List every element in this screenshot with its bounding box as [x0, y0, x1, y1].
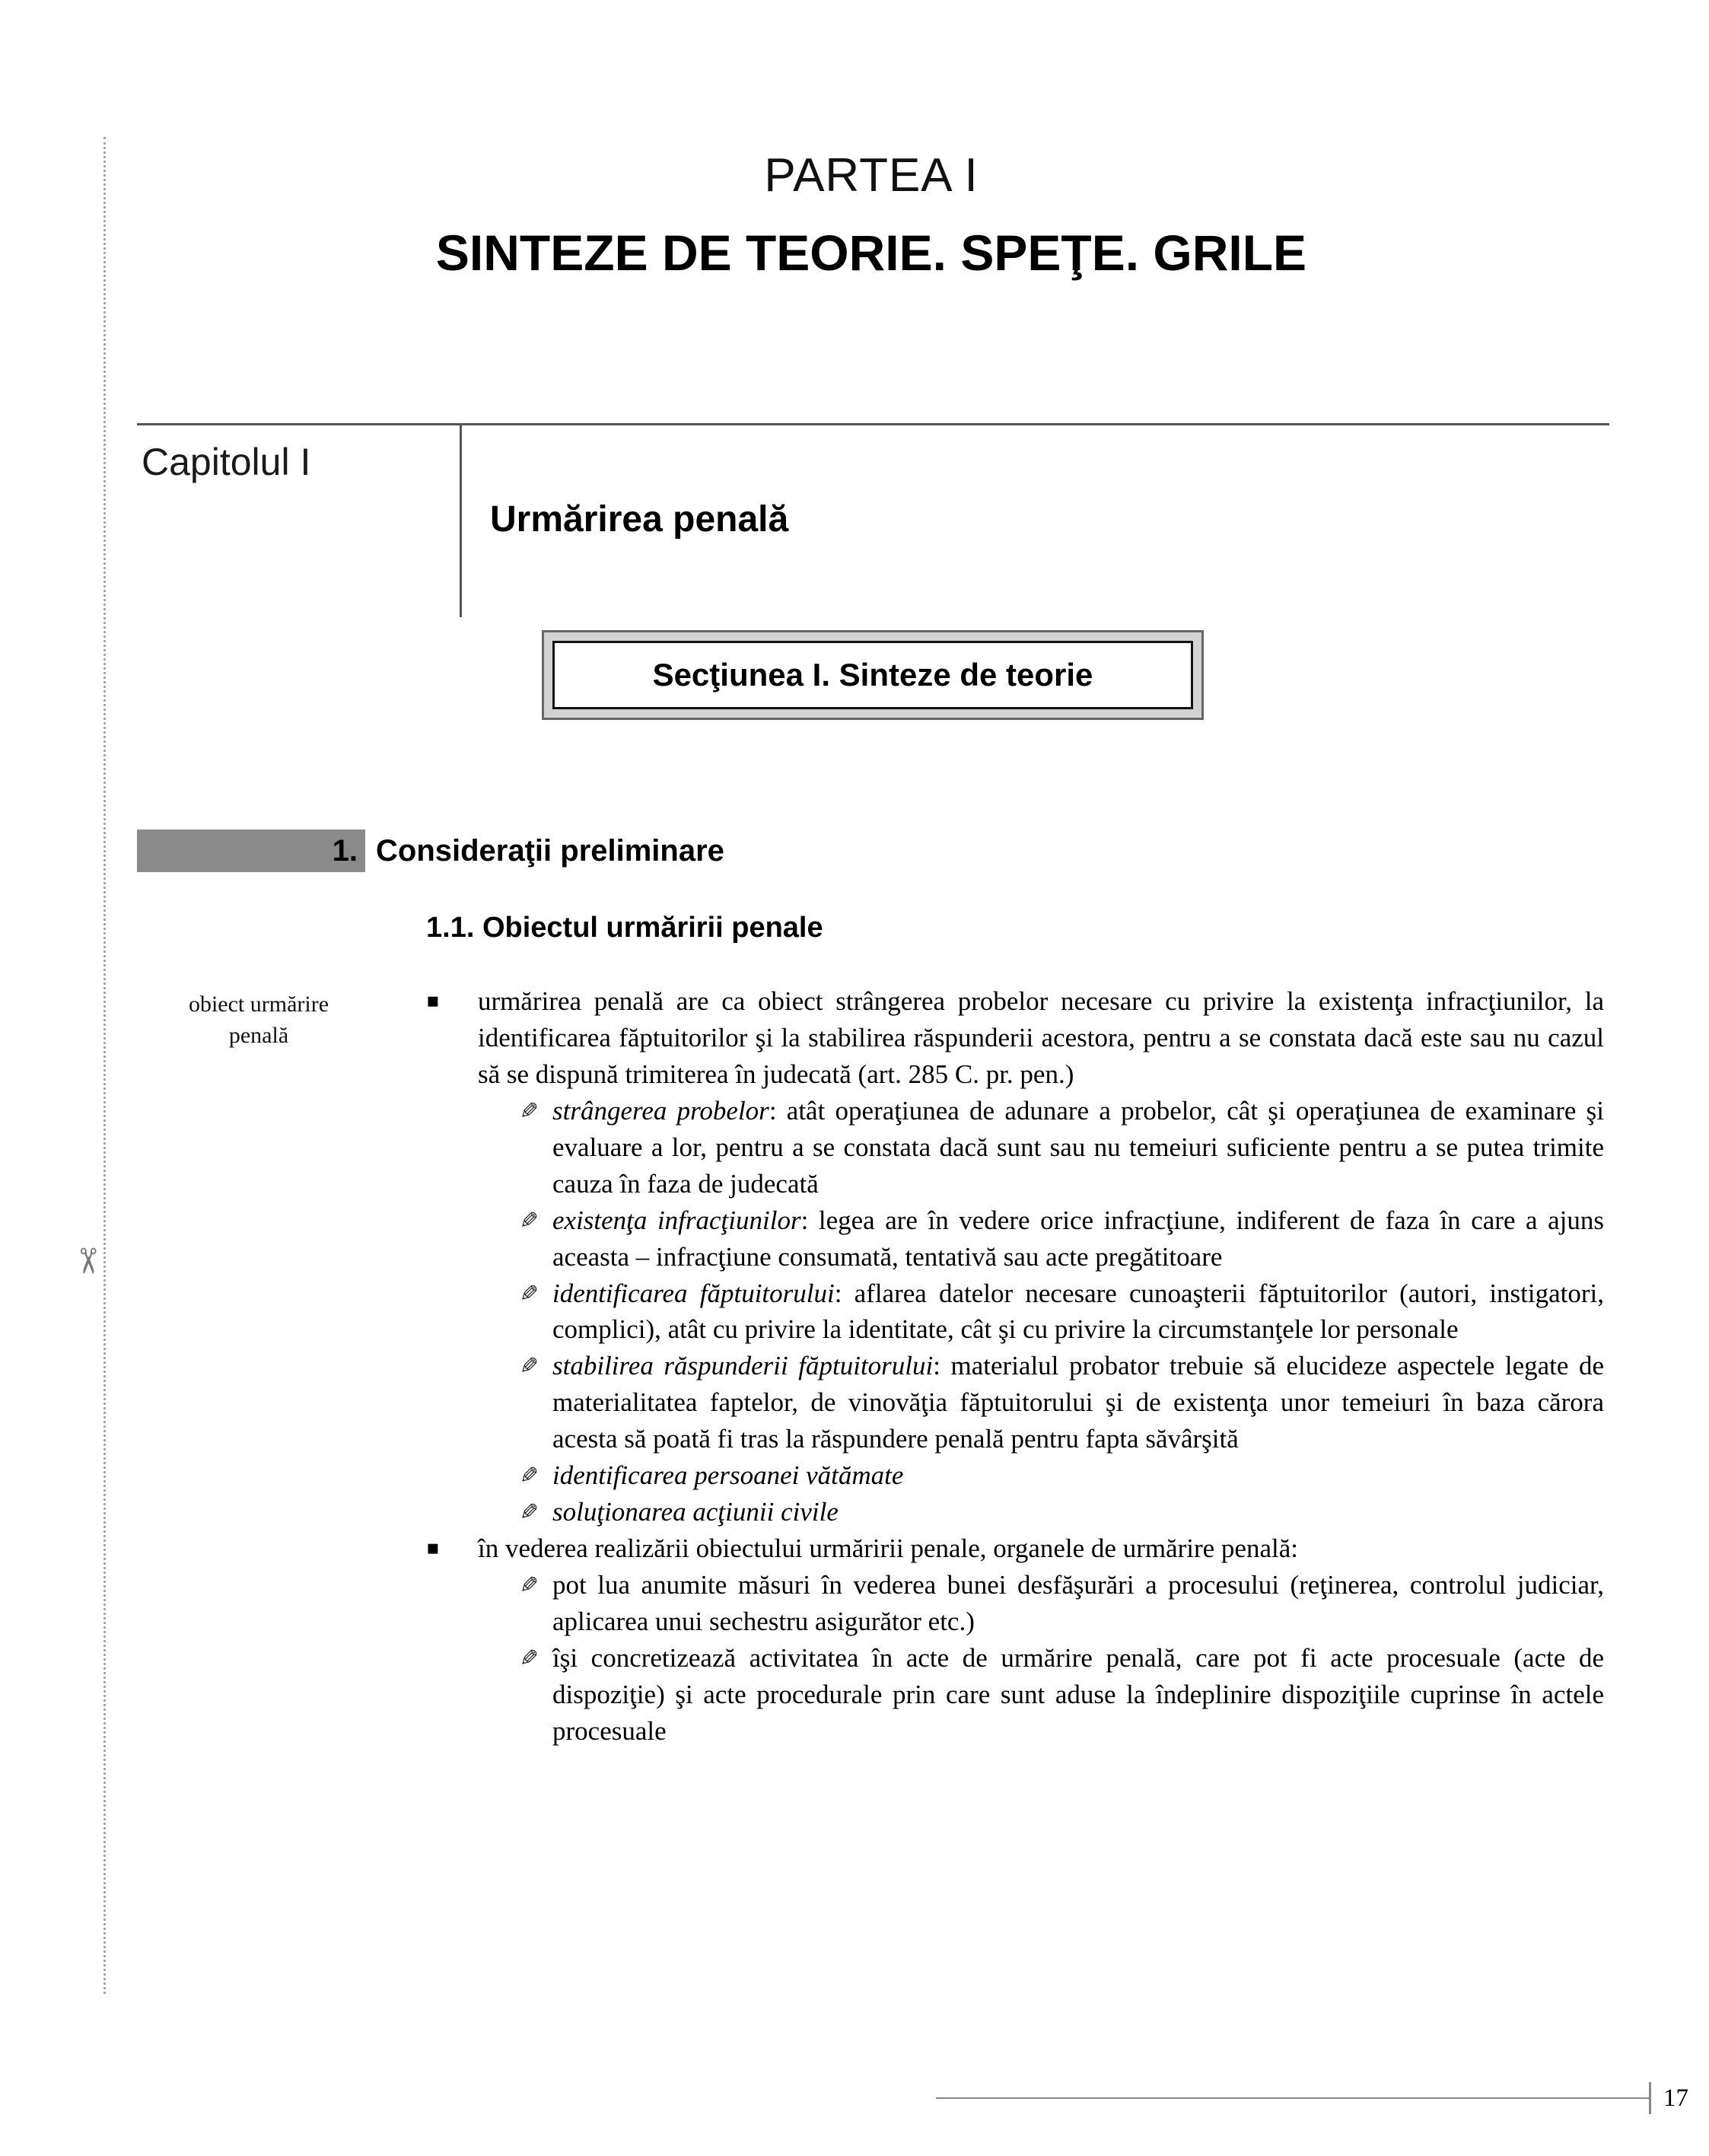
- margin-note: obiect urmărire penală: [188, 992, 329, 1048]
- list-item: [426, 983, 1604, 1093]
- pencil-icon: ✎: [519, 1207, 539, 1234]
- subitem-lead: identificarea făptuitorului: [552, 1278, 835, 1308]
- part-title: PARTEA I: [764, 149, 979, 202]
- chapter-title: Urmărirea penală: [490, 499, 789, 540]
- list-item: [502, 1348, 1604, 1457]
- subitem-lead: stabilirea răspunderii făptuitorului: [552, 1351, 934, 1381]
- subitem-lead: soluţionarea acţiunii civile: [552, 1497, 839, 1527]
- pencil-icon: ✎: [519, 1280, 539, 1307]
- subitem-rest: : atât operaţiunea de adunare a probelor, cât şi operaţiunea de examinare şi evaluare a lor, pentru a se constata dacă sunt sau nu temeiuri suficiente pentru a se putea trimite cauza în faza de judecată: [552, 1095, 1605, 1199]
- chapter-divider: [460, 423, 462, 617]
- subitem-rest: pot lua anumite măsuri în vederea bunei desfăşurări a procesului (reţinerea, controlul judiciar, aplicarea unui sechestru asigurător etc.): [552, 1570, 1604, 1636]
- list-item: [502, 1093, 1604, 1202]
- part-subtitle: SINTEZE DE TEORIE. SPEŢE. GRILE: [435, 225, 1307, 281]
- subitem-text: [552, 1640, 1604, 1750]
- subitem-lead: strângerea probelor: [552, 1095, 769, 1126]
- subitem-text: [552, 1494, 1604, 1530]
- square-bullet-icon: ▪: [426, 989, 440, 1012]
- subitem-rest: : legea are în vedere orice infracţiune, indiferent de faza în care a ajuns aceasta – infracţiune consumată, tentativă sau acte pregătitoare: [552, 1205, 1604, 1272]
- subitem-text: [552, 1567, 1604, 1640]
- page-footer: [936, 2082, 1709, 2114]
- subitem-rest: : materialul probator trebuie să elucideze aspectele legate de materialitatea faptelor, de vinovăţia făptuitorului şi de existenţa unor temeiuri în baza cărora acesta să poată fi tras la răspundere penală pentru fapta săvârşită: [552, 1351, 1605, 1454]
- bullet-text: în vederea realizării obiectului urmăririi penale, organele de urmărire penală:: [478, 1533, 1298, 1564]
- subitem-text: [552, 1202, 1604, 1275]
- chapter-rule: [137, 423, 1609, 425]
- section-heading: [137, 830, 724, 872]
- footer-tick: [1649, 2082, 1651, 2114]
- section-box: [542, 630, 1204, 720]
- list-item: [502, 1494, 1604, 1530]
- pencil-icon: ✎: [519, 1645, 539, 1672]
- pencil-icon: ✎: [519, 1572, 539, 1599]
- square-bullet-icon: ▪: [426, 1537, 440, 1560]
- subitem-lead: existenţa infracţiunilor: [552, 1205, 801, 1235]
- list-item: [502, 1640, 1604, 1750]
- pencil-icon: ✎: [519, 1463, 539, 1490]
- pencil-icon: ✎: [519, 1097, 539, 1125]
- list-item: [502, 1457, 1604, 1494]
- page-header: [137, 148, 1606, 282]
- page-number: 17: [1663, 2084, 1688, 2112]
- section-title: Consideraţii preliminare: [376, 833, 724, 868]
- subitem-text: [552, 1275, 1604, 1349]
- footer-rule: [936, 2097, 1649, 2099]
- section-number-bar: [137, 830, 365, 872]
- list-item: [502, 1202, 1604, 1275]
- section-number: 1.: [332, 833, 358, 868]
- section-box-title: Secţiunea I. Sinteze de teorie: [552, 641, 1193, 709]
- subitem-rest: îşi concretizează activitatea în acte de urmărire penală, care pot fi acte procesuale (acte de dispoziţie) şi acte procedurale prin care sunt aduse la îndeplinire dispoziţiile cuprinse în actele procesuale: [552, 1642, 1604, 1746]
- cut-dotted-line: [103, 137, 106, 1994]
- chapter-name: Capitolul I: [142, 441, 311, 483]
- bullet-text: urmărirea penală are ca obiect strângerea probelor necesare cu privire la existenţa infracţiunilor, la identificarea făptuitorilor şi la stabilirea răspunderii acestora, pentru a se constata dacă este sau nu cazul să se dispună trimiterea în judecată (art. 285 C. pr. pen.): [478, 986, 1604, 1089]
- subitem-text: [552, 1457, 1604, 1494]
- subsection-title: 1.1. Obiectul urmăririi penale: [426, 912, 823, 944]
- list-item: [502, 1275, 1604, 1349]
- pencil-icon: ✎: [519, 1353, 539, 1381]
- pencil-icon: ✎: [519, 1499, 539, 1527]
- body-content: [426, 983, 1604, 1750]
- scissors-icon: ✂: [67, 1246, 109, 1276]
- list-item: [502, 1567, 1604, 1640]
- subitem-rest: : aflarea datelor necesare cunoaşterii făptuitorilor (autori, instigatori, complici), atât cu privire la identitate, cât şi cu privire la circumstanţele lor personale: [552, 1278, 1605, 1345]
- subitem-text: [552, 1093, 1604, 1202]
- subitem-lead: identificarea persoanei vătămate: [552, 1460, 904, 1491]
- subitem-text: [552, 1348, 1604, 1457]
- list-item: [426, 1530, 1604, 1567]
